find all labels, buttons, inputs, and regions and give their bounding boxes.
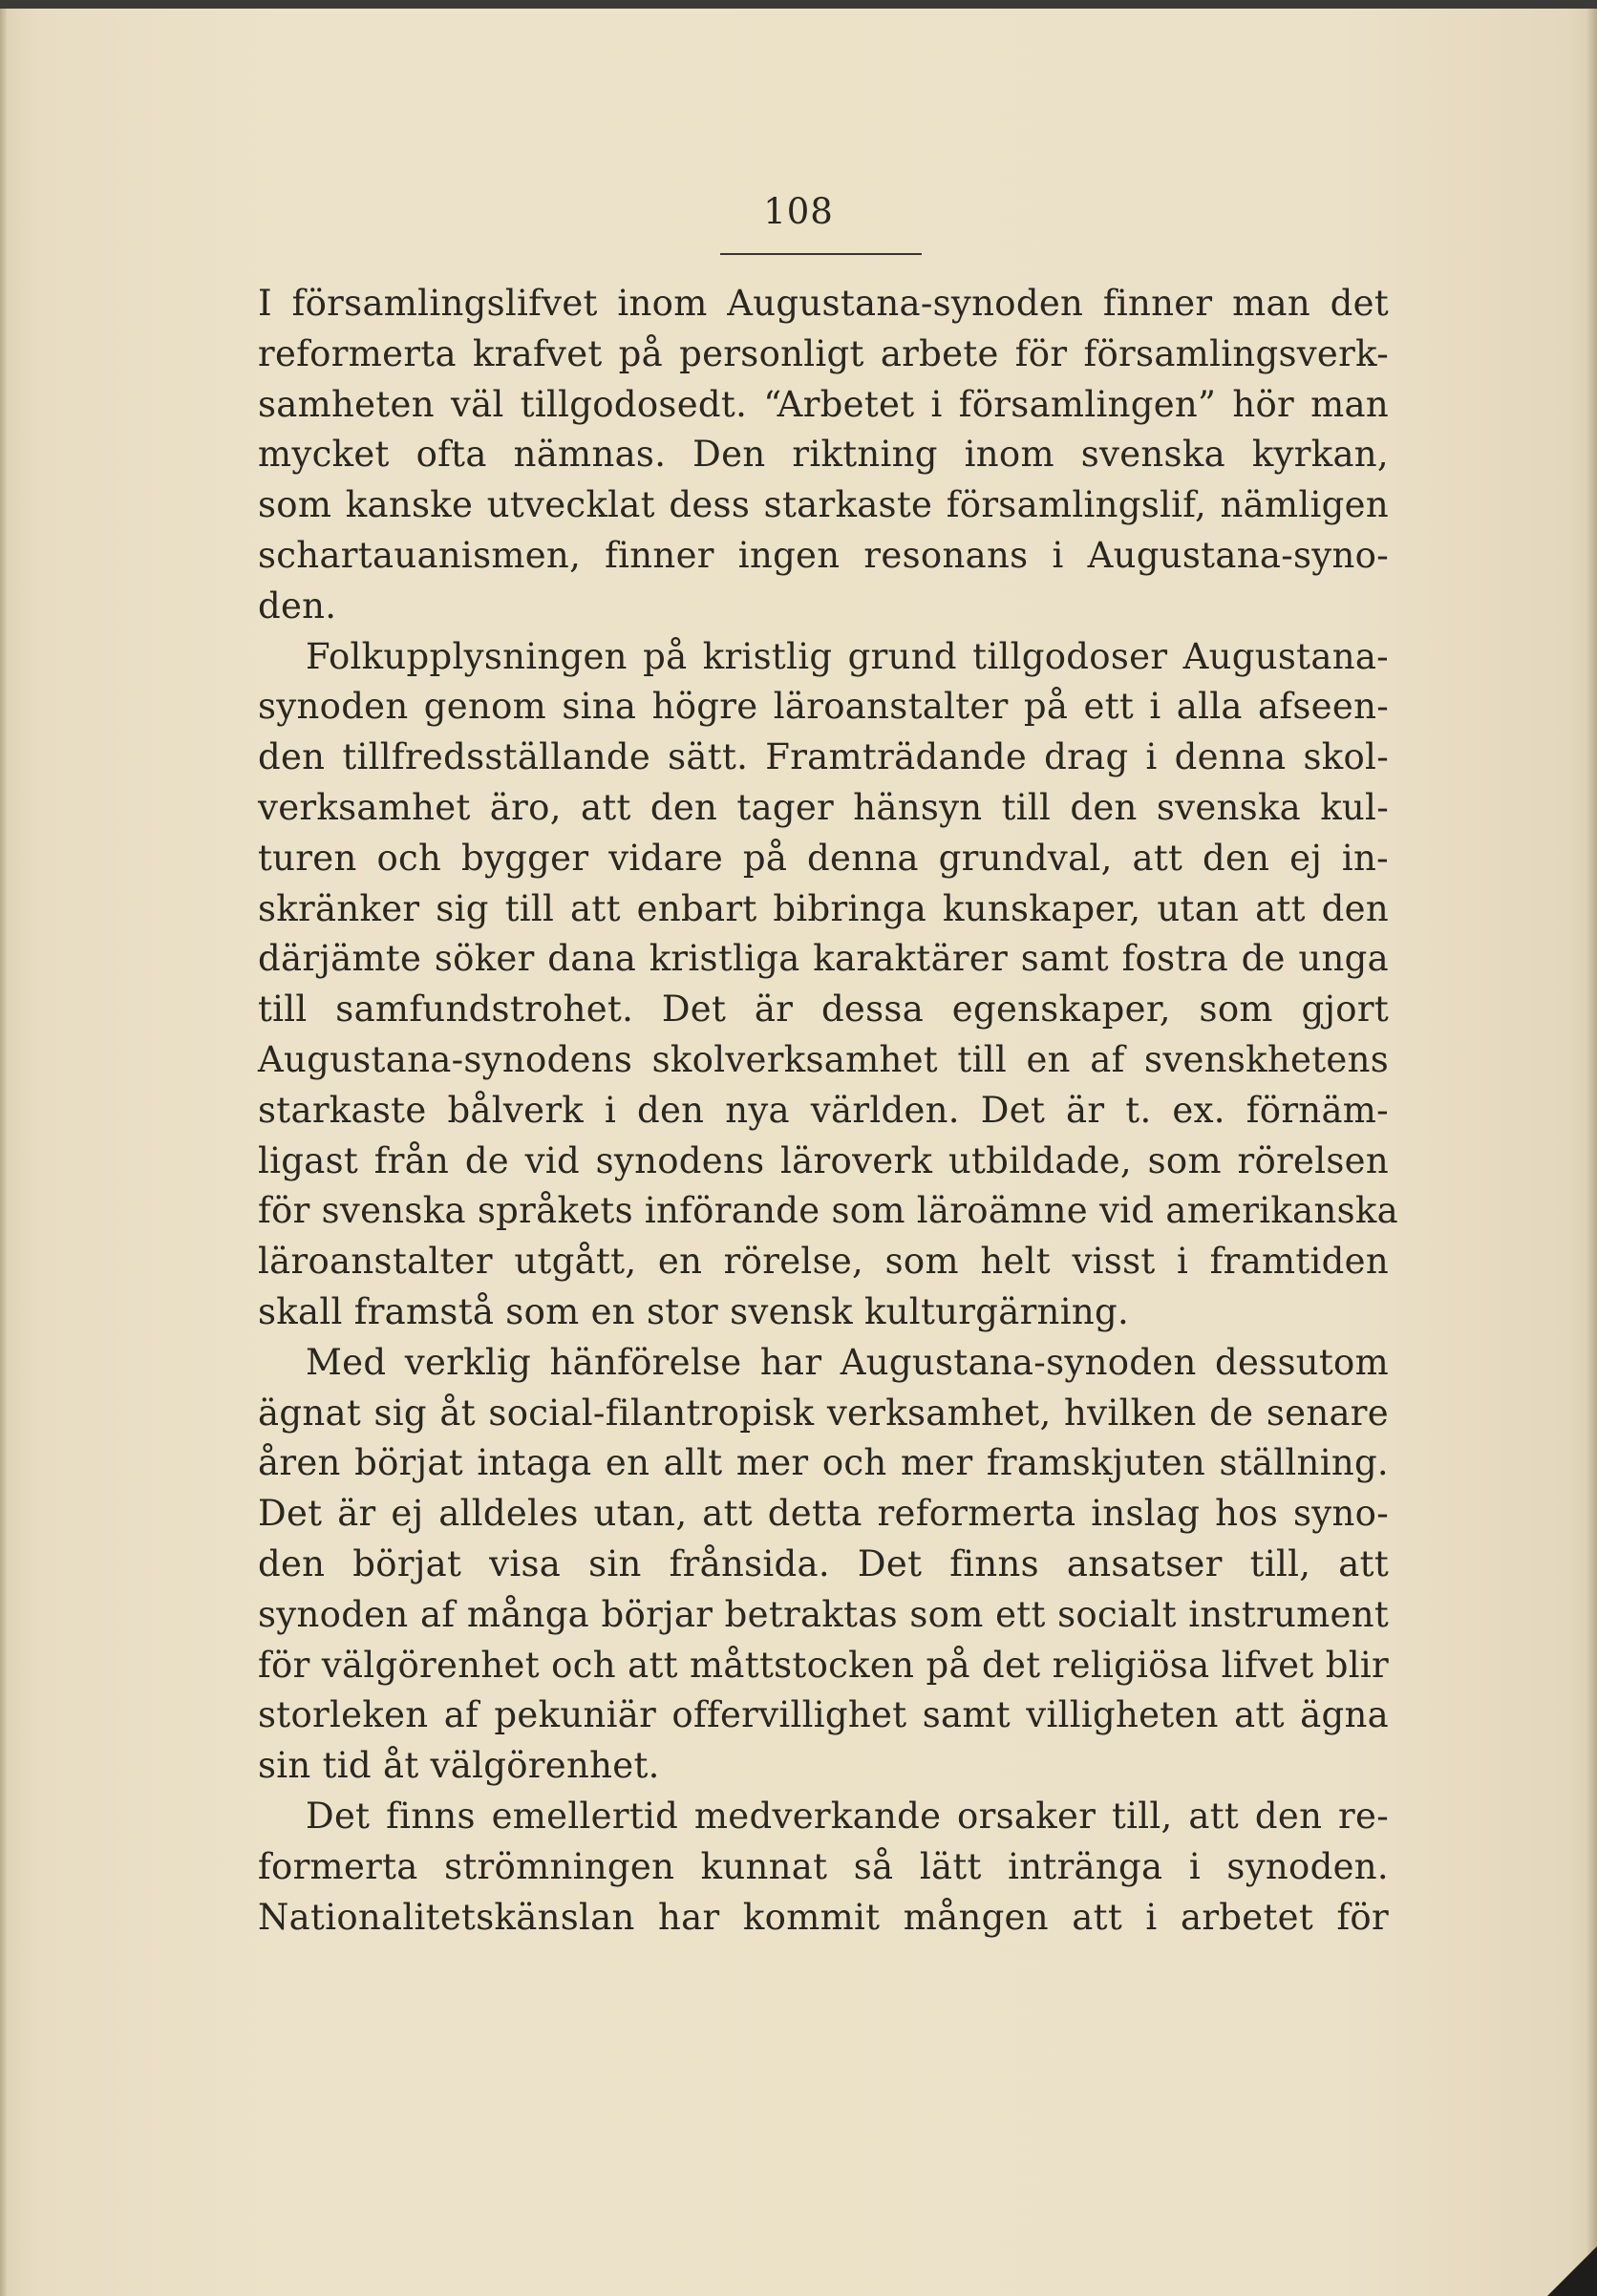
- text-line: den börjat visa sin frånsida. Det finns ansatser till, att: [258, 1542, 1389, 1584]
- text-line: Det finns emellertid medverkande orsaker till, att den re-: [306, 1795, 1389, 1837]
- text-line: som kanske utvecklat dess starkaste församlingslif, nämligen: [258, 484, 1389, 526]
- text-line: skränker sig till att enbart bibringa kunskaper, utan att den: [258, 887, 1389, 929]
- page-number-rule: [720, 253, 922, 255]
- text-line: turen och bygger vidare på denna grundval, att den ej in-: [258, 837, 1389, 879]
- text-line: synoden af många börjar betraktas som ett socialt instrument: [258, 1593, 1389, 1635]
- text-line: schartauanismen, finner ingen resonans i Augustana-syno-: [258, 534, 1389, 576]
- page-right-edge: [1587, 9, 1597, 2296]
- text-line: den.: [258, 585, 337, 627]
- text-line: till samfundstrohet. Det är dessa egenskaper, som gjort: [258, 989, 1389, 1031]
- text-line: för välgörenhet och att måttstocken på det religiösa lifvet blir: [258, 1644, 1389, 1686]
- text-line: starkaste bålverk i den nya världen. Det är t. ex. förnäm-: [258, 1089, 1389, 1131]
- text-line: synoden genom sina högre läroanstalter på ett i alla afseen-: [258, 686, 1389, 728]
- text-line: storleken af pekuniär offervillighet samt villigheten att ägna: [258, 1694, 1389, 1736]
- text-line: för svenska språkets införande som läroämne vid amerikanska: [258, 1190, 1398, 1232]
- text-line: Folkupplysningen på kristlig grund tillgodoser Augustana-: [306, 635, 1389, 677]
- page-number: 108: [763, 191, 834, 232]
- text-line: ägnat sig åt social-filantropisk verksamhet, hvilken de senare: [258, 1392, 1389, 1434]
- text-line: ligast från de vid synodens läroverk utbildade, som rörelsen: [258, 1139, 1389, 1181]
- text-line: därjämte söker dana kristliga karaktärer samt fostra de unga: [258, 938, 1389, 980]
- text-line: den tillfredsställande sätt. Framträdande drag i denna skol-: [258, 736, 1389, 778]
- text-line: läroanstalter utgått, en rörelse, som helt visst i framtiden: [258, 1241, 1389, 1283]
- page-left-edge: [0, 9, 7, 2296]
- text-line: åren börjat intaga en allt mer och mer framskjuten ställning.: [258, 1442, 1389, 1484]
- text-line: Det är ej alldeles utan, att detta reformerta inslag hos syno-: [258, 1493, 1389, 1535]
- text-line: sin tid åt välgörenhet.: [258, 1745, 660, 1787]
- text-line: verksamhet äro, att den tager hänsyn till den svenska kul-: [258, 786, 1389, 828]
- text-line: mycket ofta nämnas. Den riktning inom svenska kyrkan,: [258, 434, 1389, 476]
- text-line: formerta strömningen kunnat så lätt inträngа i synoden.: [258, 1845, 1389, 1887]
- text-line: Med verklig hänförelse har Augustana-synoden dessutom: [306, 1341, 1389, 1383]
- scan-top-border: [0, 0, 1597, 9]
- text-line: Nationalitetskänslan har kommit mången att i arbetet för: [258, 1896, 1389, 1938]
- text-line: Augustana-synodens skolverksamhet till en af svenskhetens: [258, 1038, 1389, 1080]
- text-line: reformerta krafvet på personligt arbete för församlingsverk-: [258, 332, 1389, 374]
- text-line: samheten väl tillgodosedt. “Arbetet i församlingen” hör man: [258, 383, 1389, 425]
- text-line: I församlingslifvet inom Augustana-synoden finner man det: [258, 283, 1389, 324]
- text-line: skall framstå som en stor svensk kulturgärning.: [258, 1290, 1129, 1332]
- body-text: [258, 279, 1398, 1943]
- corner-shadow: [1547, 2246, 1597, 2296]
